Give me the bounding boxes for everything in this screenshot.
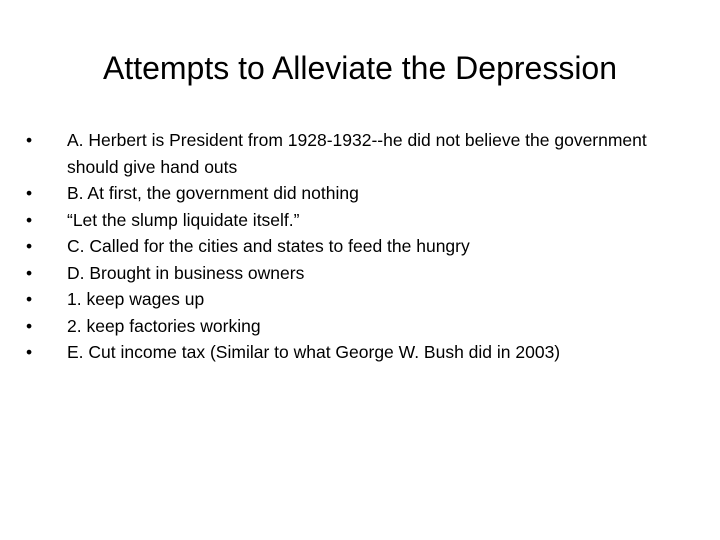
- bullet-dot-icon: •: [26, 209, 33, 230]
- bullet-text: C. Called for the cities and states to feed the hungry: [67, 236, 470, 256]
- bullet-text: B. At first, the government did nothing: [67, 183, 359, 203]
- bullet-text: E. Cut income tax (Similar to what George W. Bush did in 2003): [67, 342, 561, 362]
- bullet-text: 2. keep factories working: [67, 315, 261, 336]
- bullet-list: [26, 127, 696, 366]
- bullet-text: A. Herbert is President from 1928-1932--he did not believe the government should give hand outs: [67, 130, 647, 177]
- slide-title: Attempts to Alleviate the Depression: [102, 50, 618, 86]
- bullet-item: [26, 180, 696, 207]
- bullet-dot-icon: •: [26, 183, 33, 203]
- bullet-item: [26, 313, 696, 340]
- bullet-dot-icon: •: [26, 236, 33, 256]
- bullet-text: 1. keep wages up: [67, 289, 205, 309]
- bullet-dot-icon: •: [26, 262, 33, 283]
- bullet-dot-icon: •: [26, 315, 33, 336]
- bullet-dot-icon: •: [26, 289, 33, 309]
- bullet-item: [26, 233, 696, 260]
- bullet-item: [26, 207, 696, 234]
- bullet-dot-icon: •: [26, 342, 33, 362]
- bullet-text: “Let the slump liquidate itself.”: [67, 209, 300, 230]
- bullet-item: [26, 127, 696, 180]
- bullet-item: [26, 260, 696, 287]
- bullet-item: [26, 339, 696, 366]
- bullet-item: [26, 286, 696, 313]
- bullet-dot-icon: •: [26, 130, 33, 150]
- bullet-text: D. Brought in business owners: [67, 262, 305, 283]
